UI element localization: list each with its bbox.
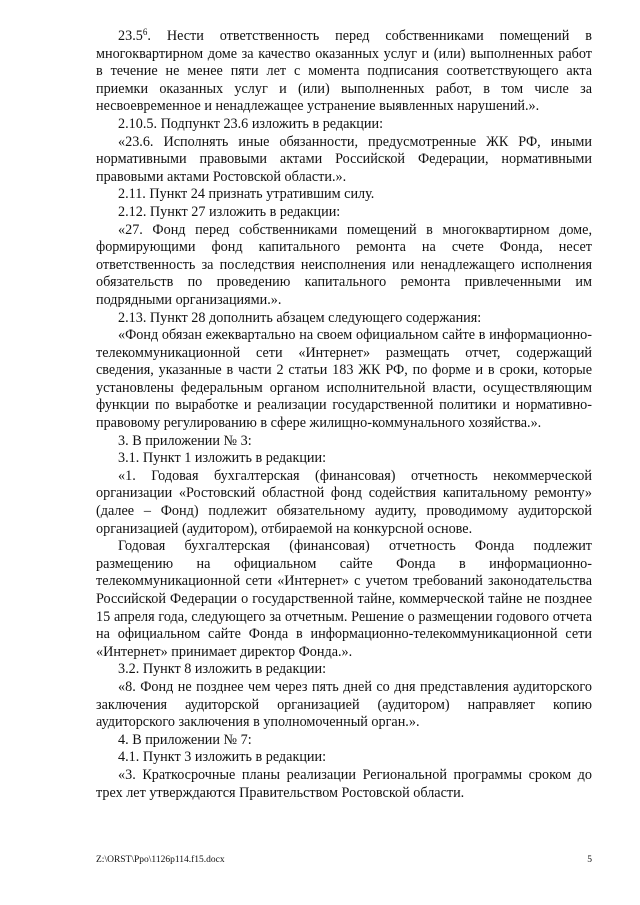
paragraph-annex3-8: «8. Фонд не позднее чем через пять дней со дня представления аудиторского заключения аудиторской организацией (аудитором) направляет копию аудиторского заключения в уполномоченный орган.». xyxy=(96,678,592,731)
footer-page-number: 5 xyxy=(587,855,592,865)
paragraph-annex3-1: «1. Годовая бухгалтерская (финансовая) отчетность некоммерческой организации «Ростовский областной фонд содействия капитальному ремонту» (далее – Фонд) подлежит обязательному аудиту, проводимому аудиторской организацией (аудитором), отбираемой на конкурсной основе. xyxy=(96,467,592,537)
paragraph-27: «27. Фонд перед собственниками помещений в многоквартирном доме, формирующими фонд капитального ремонта на счете Фонда, несет ответственность за последствия неисполнения или ненадлежащего исполнения обязательств по проведению капитального ремонта привлеченными им подрядными организациями.». xyxy=(96,221,592,308)
clause-number: 23.5 xyxy=(118,28,143,44)
clause-text: . Нести ответственность перед собственниками помещений в многоквартирном доме за качество оказанных услуг и (или) выполненных работ в течение не менее пяти лет с момента подписания соответствующего акта приемки оказанных услуг и (или) выполненных работ, в том числе за несвоевременное и ненадлежащее устранение выявленных нарушений.». xyxy=(96,28,592,115)
paragraph-4-1: 4.1. Пункт 3 изложить в редакции: xyxy=(118,749,327,766)
paragraph-2-11: 2.11. Пункт 24 признать утратившим силу. xyxy=(118,186,375,203)
page-footer xyxy=(96,854,592,866)
document-body xyxy=(96,28,592,802)
paragraph-4: 4. В приложении № 7: xyxy=(118,731,252,748)
clause-superscript: 6 xyxy=(142,27,148,37)
paragraph-annual-report: Годовая бухгалтерская (финансовая) отчетность Фонда подлежит размещению на официальном сайте Фонда в информационно-телекоммуникационной сети «Интернет» с учетом требований законодательства Российской Федерации о государственной тайне, коммерческой тайне не позднее 15 апреля года, следующего за отчетным. Решение о размещении годового отчета на официальном сайте Фонда в информационно-телекоммуникационной сети «Интернет» принимает директор Фонда.». xyxy=(96,538,592,660)
paragraph-23-6: «23.6. Исполнять иные обязанности, предусмотренные ЖК РФ, иными нормативными правовыми актами Российской Федерации, нормативными правовыми актами Ростовской области.». xyxy=(96,133,592,185)
paragraph-3: 3. В приложении № 3: xyxy=(118,432,252,449)
paragraph-2-13: 2.13. Пункт 28 дополнить абзацем следующего содержания: xyxy=(118,309,482,326)
footer-file-path: Z:\ORST\Ppo\1126p114.f15.docx xyxy=(96,855,225,865)
paragraph-2-10-5: 2.10.5. Подпункт 23.6 изложить в редакции: xyxy=(118,115,384,132)
paragraph-fund-report: «Фонд обязан ежеквартально на своем официальном сайте в информационно-телекоммуникационной сети «Интернет» размещать отчет, содержащий сведения, указанные в части 2 статьи 183 ЖК РФ, по форме и в сроки, которые установлены федеральным органом исполнительной власти, осуществляющим функции по выработке и реализации государственной политики и нормативно-правовому регулированию в сфере жилищно-коммунального хозяйства.». xyxy=(96,327,592,432)
paragraph-annex7-3: «3. Краткосрочные планы реализации Региональной программы сроком до трех лет утверждаются Правительством Ростовской области. xyxy=(96,766,592,801)
paragraph-23-5 xyxy=(96,28,592,116)
paragraph-3-2: 3.2. Пункт 8 изложить в редакции: xyxy=(118,661,327,678)
paragraph-3-1: 3.1. Пункт 1 изложить в редакции: xyxy=(118,450,327,467)
paragraph-2-12: 2.12. Пункт 27 изложить в редакции: xyxy=(118,203,341,220)
